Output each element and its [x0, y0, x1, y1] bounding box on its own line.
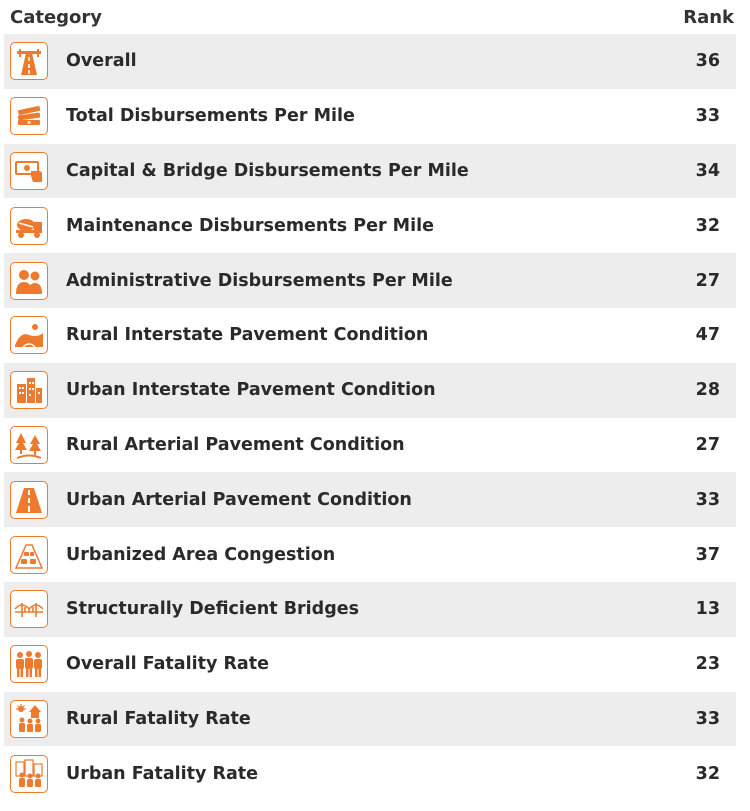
trees-road-icon [10, 426, 48, 464]
urban-people-icon [10, 755, 48, 793]
row-rank: 47 [695, 325, 720, 346]
row-rank: 33 [695, 708, 720, 729]
row-label: Structurally Deficient Bridges [66, 599, 360, 620]
row-rank: 32 [695, 215, 720, 236]
row-rank: 37 [695, 544, 720, 565]
row-label: Capital & Bridge Disbursements Per Mile [66, 160, 469, 181]
row-rank: 32 [695, 763, 720, 784]
row-label: Overall [66, 51, 137, 72]
traffic-congestion-icon [10, 536, 48, 574]
row-label: Total Disbursements Per Mile [66, 106, 355, 127]
row-rank: 27 [695, 434, 720, 455]
rural-landscape-icon [10, 316, 48, 354]
rural-people-icon [10, 700, 48, 738]
row-label: Maintenance Disbursements Per Mile [66, 215, 434, 236]
row-label: Urban Fatality Rate [66, 763, 259, 784]
cement-truck-icon [10, 207, 48, 245]
table-row [4, 363, 736, 418]
row-rank: 28 [695, 380, 720, 401]
table-row [4, 527, 736, 582]
people-icon [10, 262, 48, 300]
row-rank: 13 [695, 599, 720, 620]
row-rank: 33 [695, 489, 720, 510]
table-row [4, 198, 736, 253]
row-rank: 23 [695, 654, 720, 675]
table-row [4, 144, 736, 199]
table-row [4, 418, 736, 473]
table-row [4, 472, 736, 527]
hand-money-icon [10, 152, 48, 190]
row-rank: 34 [695, 160, 720, 181]
rank-header: Rank [683, 6, 734, 28]
table-row [4, 34, 736, 89]
category-header: Category [10, 6, 103, 28]
bridge-icon [10, 590, 48, 628]
row-rank: 36 [695, 51, 720, 72]
road-icon [10, 481, 48, 519]
row-rank: 33 [695, 106, 720, 127]
table-row [4, 746, 736, 801]
row-label: Urban Arterial Pavement Condition [66, 489, 412, 510]
highway-icon [10, 42, 48, 80]
table-row [4, 582, 736, 637]
table-row [4, 637, 736, 692]
row-label: Overall Fatality Rate [66, 654, 269, 675]
money-stack-icon [10, 97, 48, 135]
row-rank: 27 [695, 270, 720, 291]
table-row [4, 89, 736, 144]
city-buildings-icon [10, 371, 48, 409]
table-row [4, 692, 736, 747]
table-body [4, 34, 736, 801]
row-label: Urban Interstate Pavement Condition [66, 380, 436, 401]
table-row [4, 308, 736, 363]
row-label: Rural Interstate Pavement Condition [66, 325, 429, 346]
row-label: Rural Fatality Rate [66, 708, 251, 729]
crowd-icon [10, 645, 48, 683]
row-label: Administrative Disbursements Per Mile [66, 270, 453, 291]
row-label: Rural Arterial Pavement Condition [66, 434, 405, 455]
table-row [4, 253, 736, 308]
row-label: Urbanized Area Congestion [66, 544, 336, 565]
table-header [0, 0, 750, 34]
